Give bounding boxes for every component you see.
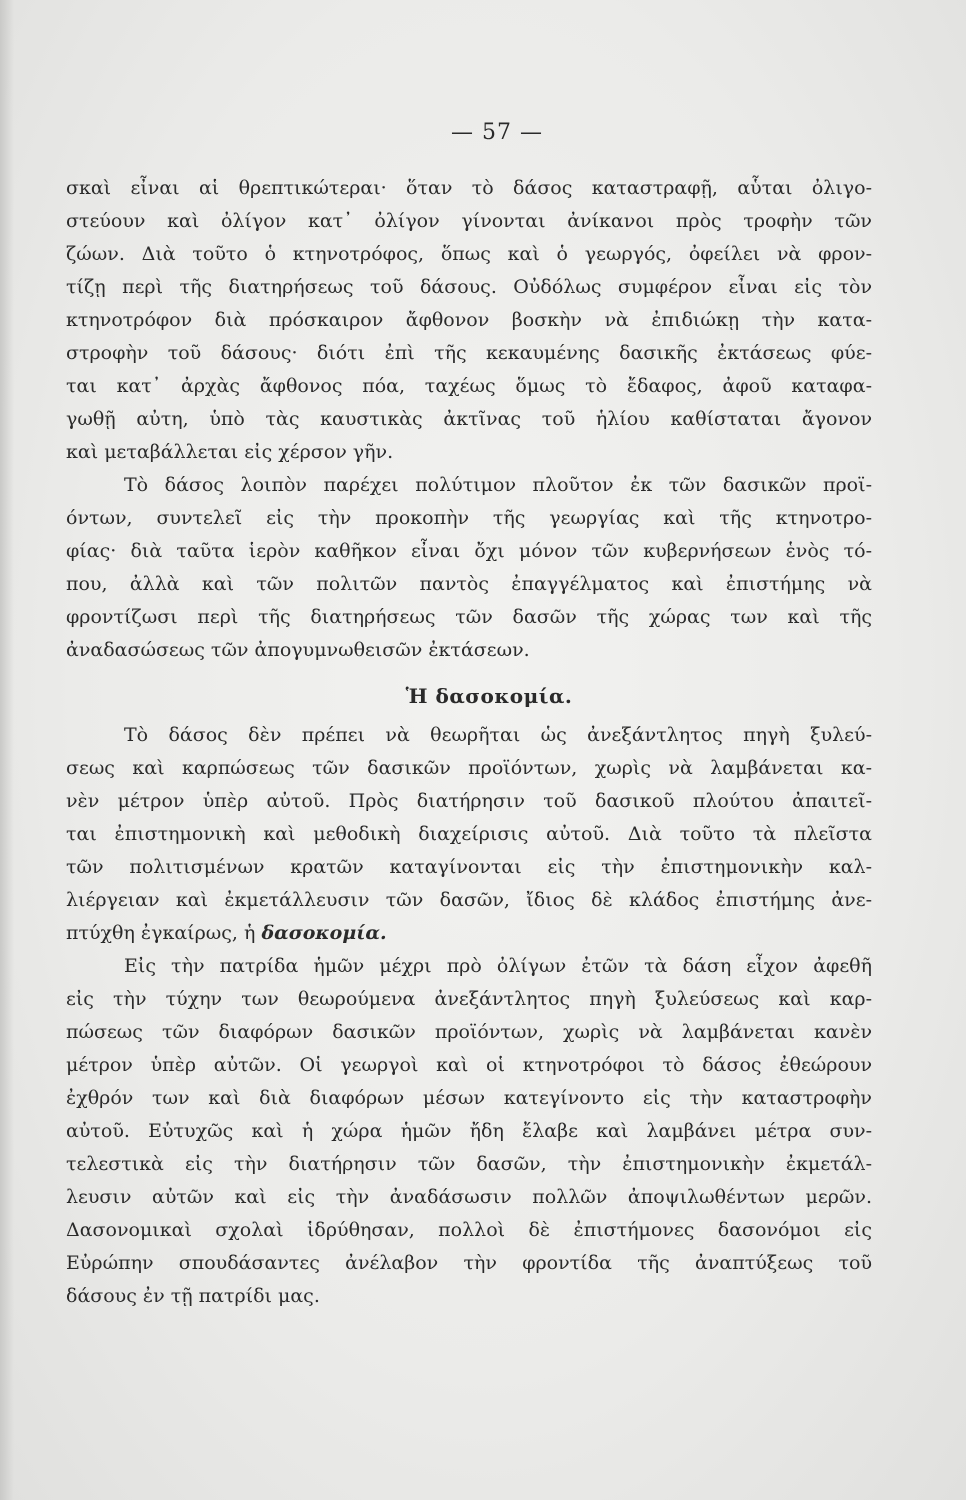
paragraph-2 (66, 469, 872, 667)
section-heading: Ἡ δασοκομία. (405, 684, 573, 708)
text-line: καὶ μεταβάλλεται εἰς χέρσον γῆν. (66, 441, 394, 463)
page-binding-shadow (0, 0, 14, 1500)
text-line: ται κατ᾽ ἀρχὰς ἄφθονος πόα, ταχέως ὅμως τὸ ἔδαφος, ἀφοῦ καταφα- (66, 375, 872, 397)
text-line: σεως καὶ καρπώσεως τῶν δασικῶν προϊόντων, χωρὶς νὰ λαμβάνεται κα- (66, 757, 872, 779)
text-line: Εἰς τὴν πατρίδα ἡμῶν μέχρι πρὸ ὀλίγων ἐτῶν τὰ δάση εἶχον ἀφεθῆ (124, 955, 872, 977)
text-line: Εὐρώπην σπουδάσαντες ἀνέλαβον τὴν φροντίδα τῆς ἀναπτύξεως τοῦ (66, 1252, 872, 1274)
text-line: Τὸ δάσος λοιπὸν παρέχει πολύτιμον πλοῦτον ἐκ τῶν δασικῶν προϊ- (124, 474, 872, 496)
text-line: λιέργειαν καὶ ἐκμετάλλευσιν τῶν δασῶν, ἴδιος δὲ κλάδος ἐπιστήμης ἀνε- (66, 889, 872, 911)
text-line: μέτρον ὑπὲρ αὐτῶν. Οἱ γεωργοὶ καὶ οἱ κτηνοτρόφοι τὸ δάσος ἐθεώρουν (66, 1054, 872, 1076)
text-line: ἀναδασώσεως τῶν ἀπογυμνωθεισῶν ἐκτάσεων. (66, 639, 530, 661)
text-line: σκαὶ εἶναι αἱ θρεπτικώτεραι· ὅταν τὸ δάσος καταστραφῇ, αὗται ὀλιγο- (66, 177, 872, 199)
text-line: Τὸ δάσος δὲν πρέπει νὰ θεωρῆται ὡς ἀνεξάντλητος πηγὴ ξυλεύ- (124, 724, 872, 746)
text-line: τῶν πολιτισμένων κρατῶν καταγίνονται εἰς τὴν ἐπιστημονικὴν καλ- (66, 856, 872, 878)
text-line: στεύουν καὶ ὀλίγον κατ᾽ ὀλίγον γίνονται ἀνίκανοι πρὸς τροφὴν τῶν (66, 210, 872, 232)
text-line: εἰς τὴν τύχην των θεωρούμενα ἀνεξάντλητος πηγὴ ξυλεύσεως καὶ καρ- (66, 988, 872, 1010)
text-line: τίζῃ περὶ τῆς διατηρήσεως τοῦ δάσους. Οὐδόλως συμφέρον εἶναι εἰς τὸν (66, 276, 872, 298)
text-line: όντων, συντελεῖ εἰς τὴν προκοπὴν τῆς γεωργίας καὶ τῆς κτηνοτρο- (66, 507, 872, 529)
text-line: ζώων. Διὰ τοῦτο ὁ κτηνοτρόφος, ὅπως καὶ ὁ γεωργός, ὀφείλει νὰ φρον- (66, 243, 872, 265)
text-line: δάσους ἐν τῇ πατρίδι μας. (66, 1285, 320, 1307)
text-line: φίας· διὰ ταῦτα ἱερὸν καθῆκον εἶναι ὄχι μόνον τῶν κυβερνήσεων ἑνὸς τό- (66, 540, 872, 562)
text-line: γωθῇ αὐτη, ὑπὸ τὰς καυστικὰς ἀκτῖνας τοῦ ἡλίου καθίσταται ἄγονον (66, 408, 872, 430)
text-line: τελεστικὰ εἰς τὴν διατήρησιν τῶν δασῶν, τὴν ἐπιστημονικὴν ἐκμετάλ- (66, 1153, 872, 1175)
text-line: στροφὴν τοῦ δάσους· διότι ἐπὶ τῆς κεκαυμένης δασικῆς ἐκτάσεως φύε- (66, 342, 872, 364)
text-line: κτηνοτρόφον διὰ πρόσκαιρον ἄφθονον βοσκὴν νὰ ἐπιδιώκῃ τὴν κατα- (66, 309, 872, 331)
paragraph-4 (66, 950, 872, 1313)
text-line-prefix: πτύχθη ἐγκαίρως, ἡ (66, 922, 262, 944)
text-line: λευσιν αὐτῶν καὶ εἰς τὴν ἀναδάσωσιν πολλῶν ἀποψιλωθέντων μερῶν. (66, 1186, 872, 1208)
text-line (66, 917, 872, 950)
text-line: νὲν μέτρον ὑπὲρ αὐτοῦ. Πρὸς διατήρησιν τοῦ δασικοῦ πλούτου ἀπαιτεῖ- (66, 790, 872, 812)
page-text (66, 172, 872, 1313)
text-line: ται ἐπιστημονικὴ καὶ μεθοδικὴ διαχείρισις αὐτοῦ. Διὰ τοῦτο τὰ πλεῖστα (66, 823, 872, 845)
paragraph-3 (66, 719, 872, 950)
text-line: ἐχθρόν των καὶ διὰ διαφόρων μέσων κατεγίνοντο εἰς τὴν καταστροφὴν (66, 1087, 872, 1109)
text-line: Δασονομικαὶ σχολαὶ ἱδρύθησαν, πολλοὶ δὲ ἐπιστήμονες δασονόμοι εἰς (66, 1219, 872, 1241)
text-line: που, ἀλλὰ καὶ τῶν πολιτῶν παντὸς ἐπαγγέλματος καὶ ἐπιστήμης νὰ (66, 573, 872, 595)
text-line: φροντίζωσι περὶ τῆς διατηρήσεως τῶν δασῶν τῆς χώρας των καὶ τῆς (66, 606, 872, 628)
text-line: πώσεως τῶν διαφόρων δασικῶν προϊόντων, χωρὶς νὰ λαμβάνεται κανὲν (66, 1021, 872, 1043)
text-line: αὐτοῦ. Εὐτυχῶς καὶ ἡ χώρα ἡμῶν ἤδη ἔλαβε καὶ λαμβάνει μέτρα συν- (66, 1120, 872, 1142)
page-number: — 57 — (451, 120, 543, 145)
paragraph-1 (66, 172, 872, 469)
emphasized-term: δασοκομία. (261, 922, 387, 944)
